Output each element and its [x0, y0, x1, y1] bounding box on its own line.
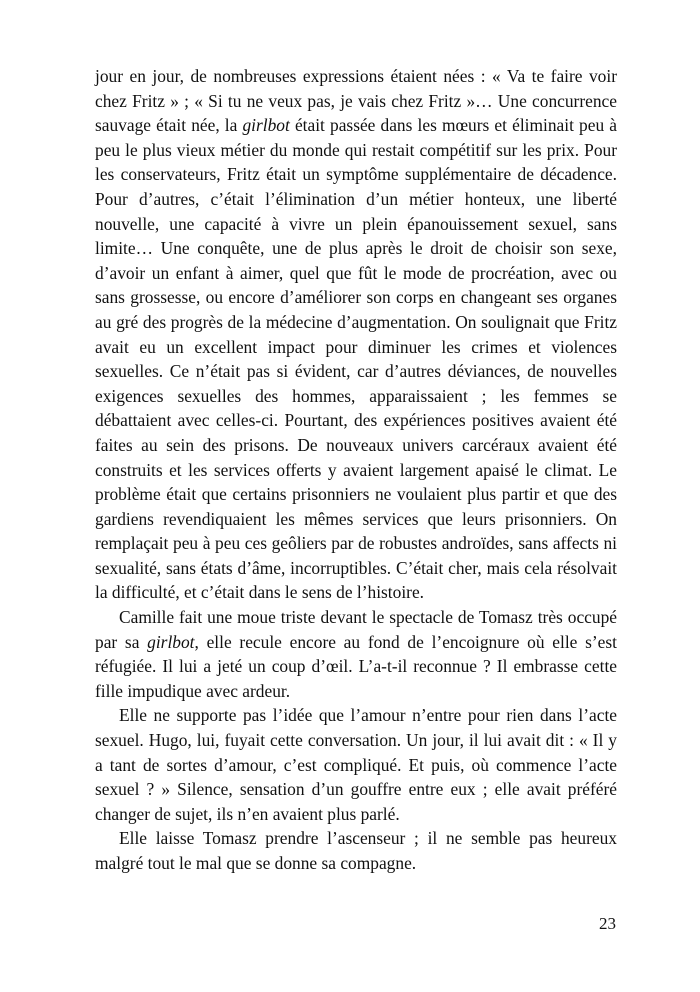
- paragraph-1-text-b: était passée dans les mœurs et éliminait peu à peu le plus vieux métier du monde qui restait compétitif sur les prix. Pour les conservateurs, Fritz était un symptôme supplémentaire de décadence. Pour d’autres, c’était l’élimination d’un métier honteux, une liberté nouvelle, une capacité à vivre un plein épanouissement sexuel, sans limite… Une conquête, une de plus après le droit de choisir son sexe, d’avoir un enfant à aimer, quel que fût le mode de procréation, avec ou sans grossesse, ou encore d’améliorer son corps en changeant ses organes au gré des progrès de la médecine d’augmentation. On soulignait que Fritz avait eu un excellent impact pour diminuer les crimes et violences sexuelles. Ce n’était pas si évident, car d’autres déviances, de nouvelles exigences sexuelles des hommes, apparaissaient ; les femmes se débattaient avec celles-ci. Pourtant, des expériences positives avaient été faites au sein des prisons. De nouveaux univers carcéraux avaient été construits et les services offerts y avaient largement apaisé le climat. Le problème était que certains prisonniers ne voulaient plus partir et que des gardiens revendiquaient les mêmes services que leurs prisonniers. On remplaçait peu à peu ces geôliers par de robustes androïdes, sans affects ni sexualité, sans états d’âme, incorruptibles. C’était cher, mais cela résolvait la difficulté, et c’était dans le sens de l’histoire.: [95, 115, 617, 603]
- paragraph-1-text-a: jour en jour, de nombreuses expressions étaient nées : « Va te faire voir chez Fritz » ; « Si tu ne veux pas, je vais chez Fritz »… Une concurrence sauvage était née, la: [95, 66, 617, 136]
- paragraph-4: [95, 826, 617, 875]
- paragraph-2: [95, 605, 617, 703]
- body-text: [95, 64, 617, 876]
- paragraph-1: [95, 64, 617, 605]
- paragraph-4-text: Elle laisse Tomasz prendre l’ascenseur ; il ne semble pas heureux malgré tout le mal que se donne sa compagne.: [95, 828, 617, 873]
- paragraph-3-text: Elle ne supporte pas l’idée que l’amour n’entre pour rien dans l’acte sexuel. Hugo, lui, fuyait cette conversation. Un jour, il lui avait dit : « Il y a tant de sortes d’amour, c’est compliqué. Et puis, où commence l’acte sexuel ? » Silence, sensation d’un gouffre entre eux ; elle avait préféré changer de sujet, ils n’en avaient plus parlé.: [95, 705, 617, 824]
- paragraph-3: [95, 703, 617, 826]
- paragraph-2-text-a: Camille fait une moue triste devant le spectacle de Tomasz très occupé par sa: [95, 607, 617, 652]
- paragraph-2-text-b: , elle recule encore au fond de l’encoignure où elle s’est réfugiée. Il lui a jeté un coup d’œil. L’a-t-il reconnue ? Il embrasse cette fille impudique avec ardeur.: [95, 631, 617, 701]
- paragraph-2-italic-girlbot: girlbot: [147, 631, 195, 652]
- paragraph-1-italic-girlbot: girlbot: [242, 115, 290, 136]
- page-number: 23: [599, 914, 616, 933]
